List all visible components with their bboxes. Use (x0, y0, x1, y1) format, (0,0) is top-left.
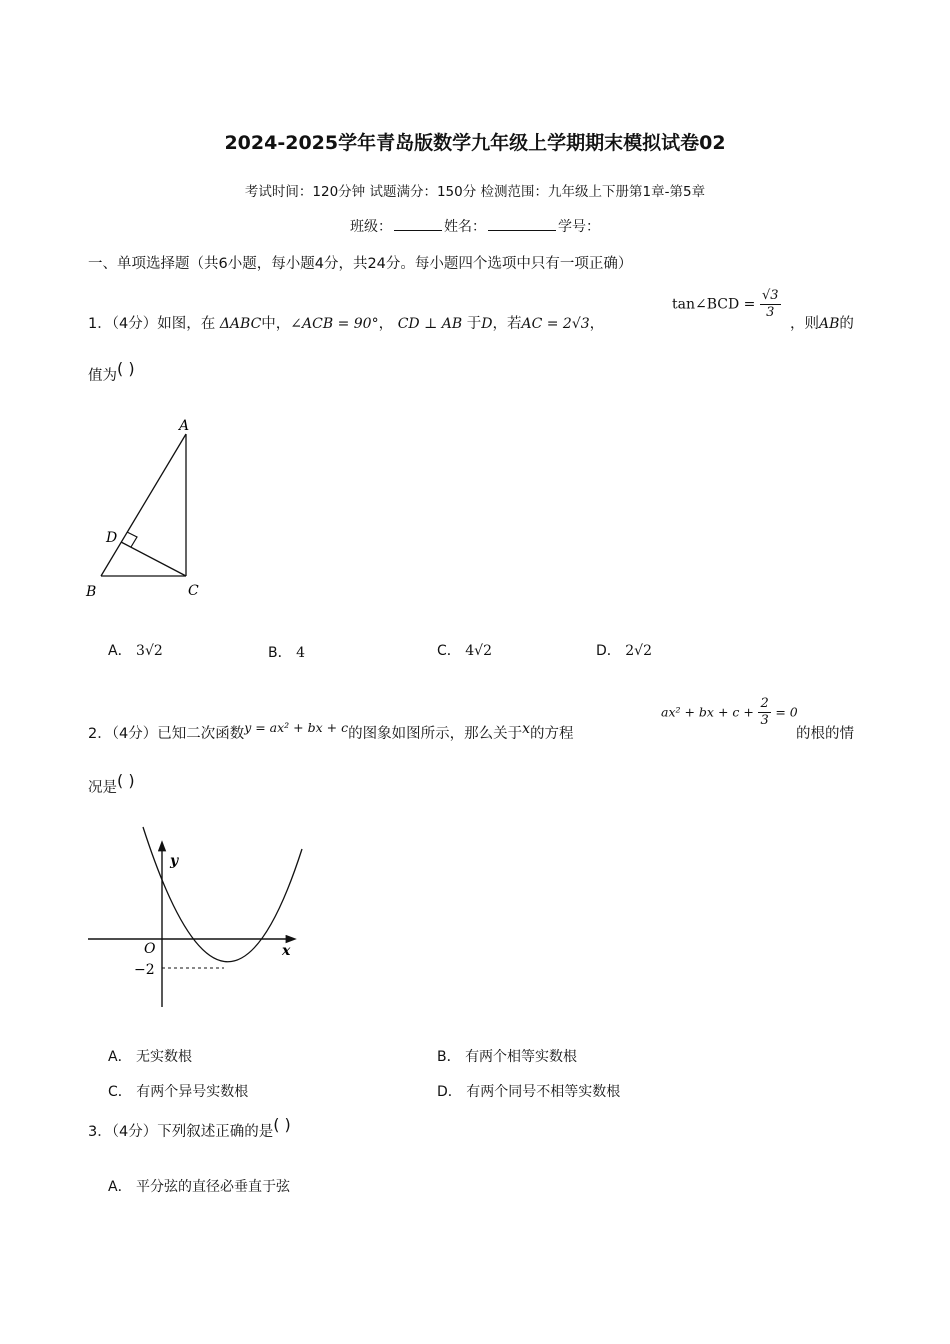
q1-tan-left: tan∠BCD = (672, 296, 756, 313)
answer-paren[interactable]: ( ) (117, 359, 135, 378)
option-key: A． (108, 1179, 132, 1195)
q1-option-b[interactable] (268, 642, 305, 662)
q2-text: 的方程 (530, 726, 574, 742)
q1-text: ，若 (492, 316, 522, 332)
option-value: 2√2 (625, 643, 652, 659)
q2-var-x: x (522, 721, 530, 737)
q1-text: ， (378, 316, 394, 332)
q2-eq-num: 2 (760, 696, 769, 711)
q1-tan-fraction (760, 288, 781, 321)
q2-eq-left: ax² + bx + c + (661, 704, 754, 720)
label-y: y (170, 853, 179, 869)
q2-line2 (88, 771, 135, 797)
q1-perp: CD ⊥ AB (397, 316, 463, 332)
q1-option-c[interactable] (437, 640, 492, 660)
option-value: 3√2 (136, 643, 163, 659)
option-value: 4√2 (465, 643, 492, 659)
q1-angle: ∠ACB = 90° (290, 316, 379, 332)
q1-triangle-figure (80, 410, 220, 610)
q1-text: 中， (261, 316, 291, 332)
label-minus-2: −2 (134, 962, 155, 978)
q1-tan (672, 288, 781, 321)
page-title: 2024-2025学年青岛版数学九年级上学期期末模拟试卷02 (224, 132, 726, 154)
answer-paren[interactable]: ( ) (117, 771, 135, 790)
q1-tan-num: √3 (762, 288, 779, 303)
q2-option-c[interactable] (108, 1081, 248, 1101)
q2-text: 况是 (88, 780, 117, 796)
q1-ab: AB (819, 316, 840, 332)
q1-text: ，则 (790, 316, 819, 332)
q1-text: ， (589, 316, 605, 332)
parabola-curve (143, 827, 302, 962)
q2-eq-den: 3 (760, 713, 769, 728)
class-blank[interactable] (394, 216, 442, 231)
option-value: 无实数根 (136, 1049, 193, 1065)
option-value: 有两个相等实数根 (465, 1049, 578, 1065)
question-2 (88, 722, 574, 743)
q2-parabola-figure (80, 815, 310, 1015)
option-value: 平分弦的直径必垂直于弦 (136, 1179, 291, 1195)
q2-equation (661, 696, 798, 729)
question-1 (88, 312, 604, 333)
name-blank[interactable] (488, 216, 556, 231)
q3-text: 3．（4分）下列叙述正确的是 (88, 1124, 274, 1140)
q1-point-d: D (481, 316, 493, 332)
option-key: B． (437, 1049, 461, 1065)
name-label: 姓名： (444, 219, 486, 235)
label-d: D (106, 530, 118, 546)
section-heading: 一、单项选择题（共6小题，每小题4分，共24分。每小题四个选项中只有一项正确） (88, 256, 633, 272)
label-origin: O (144, 941, 156, 957)
q1-line2 (88, 359, 135, 385)
q1-text: 的 (839, 316, 854, 332)
q2-text: 的图象如图所示，那么关于 (348, 726, 523, 742)
q2-option-d[interactable] (437, 1081, 620, 1101)
label-a: A (179, 418, 190, 434)
option-key: C． (108, 1084, 132, 1100)
option-value: 4 (296, 645, 305, 661)
q2-option-b[interactable] (437, 1046, 577, 1066)
right-angle-mark (127, 532, 137, 547)
class-label: 班级： (350, 219, 392, 235)
q1-triangle: ΔABC (219, 316, 262, 332)
answer-paren[interactable]: ( ) (273, 1115, 291, 1134)
option-key: C． (437, 643, 461, 659)
q2-tail: 的根的情 (796, 726, 854, 742)
q1-tan-den: 3 (766, 305, 775, 320)
option-key: D． (437, 1084, 462, 1100)
q1-text: 值为 (88, 368, 117, 384)
q1-text: 于 (466, 316, 482, 332)
option-value: 有两个同号不相等实数根 (466, 1084, 621, 1100)
segment-cd (121, 542, 186, 576)
q2-eq-fraction (758, 696, 770, 729)
q2-option-a[interactable] (108, 1046, 192, 1066)
label-x: x (282, 943, 291, 959)
label-c: C (188, 583, 199, 599)
option-key: D． (596, 643, 621, 659)
q2-prefix: 2．（4分）已知二次函数 (88, 726, 245, 742)
student-fields (0, 216, 950, 236)
option-key: B． (268, 645, 292, 661)
side-ab (101, 434, 186, 576)
question-3 (88, 1115, 291, 1141)
label-b: B (86, 584, 97, 600)
q1-option-d[interactable] (596, 640, 652, 660)
q1-ac: AC = 2√3 (521, 316, 590, 332)
q1-prefix: 1．（4分）如图，在 (88, 316, 216, 332)
q1-option-a[interactable] (108, 640, 163, 660)
q2-eq-right: = 0 (775, 704, 798, 720)
option-key: A． (108, 1049, 132, 1065)
option-value: 有两个异号实数根 (136, 1084, 249, 1100)
q2-function: y = ax² + bx + c (244, 720, 349, 735)
q1-tail (790, 312, 854, 333)
exam-meta: 考试时间：120分钟 试题满分：150分 检测范围：九年级上下册第1章-第5章 (244, 184, 706, 200)
option-key: A． (108, 643, 132, 659)
id-label: 学号： (558, 219, 600, 235)
q3-option-a[interactable] (108, 1176, 290, 1196)
